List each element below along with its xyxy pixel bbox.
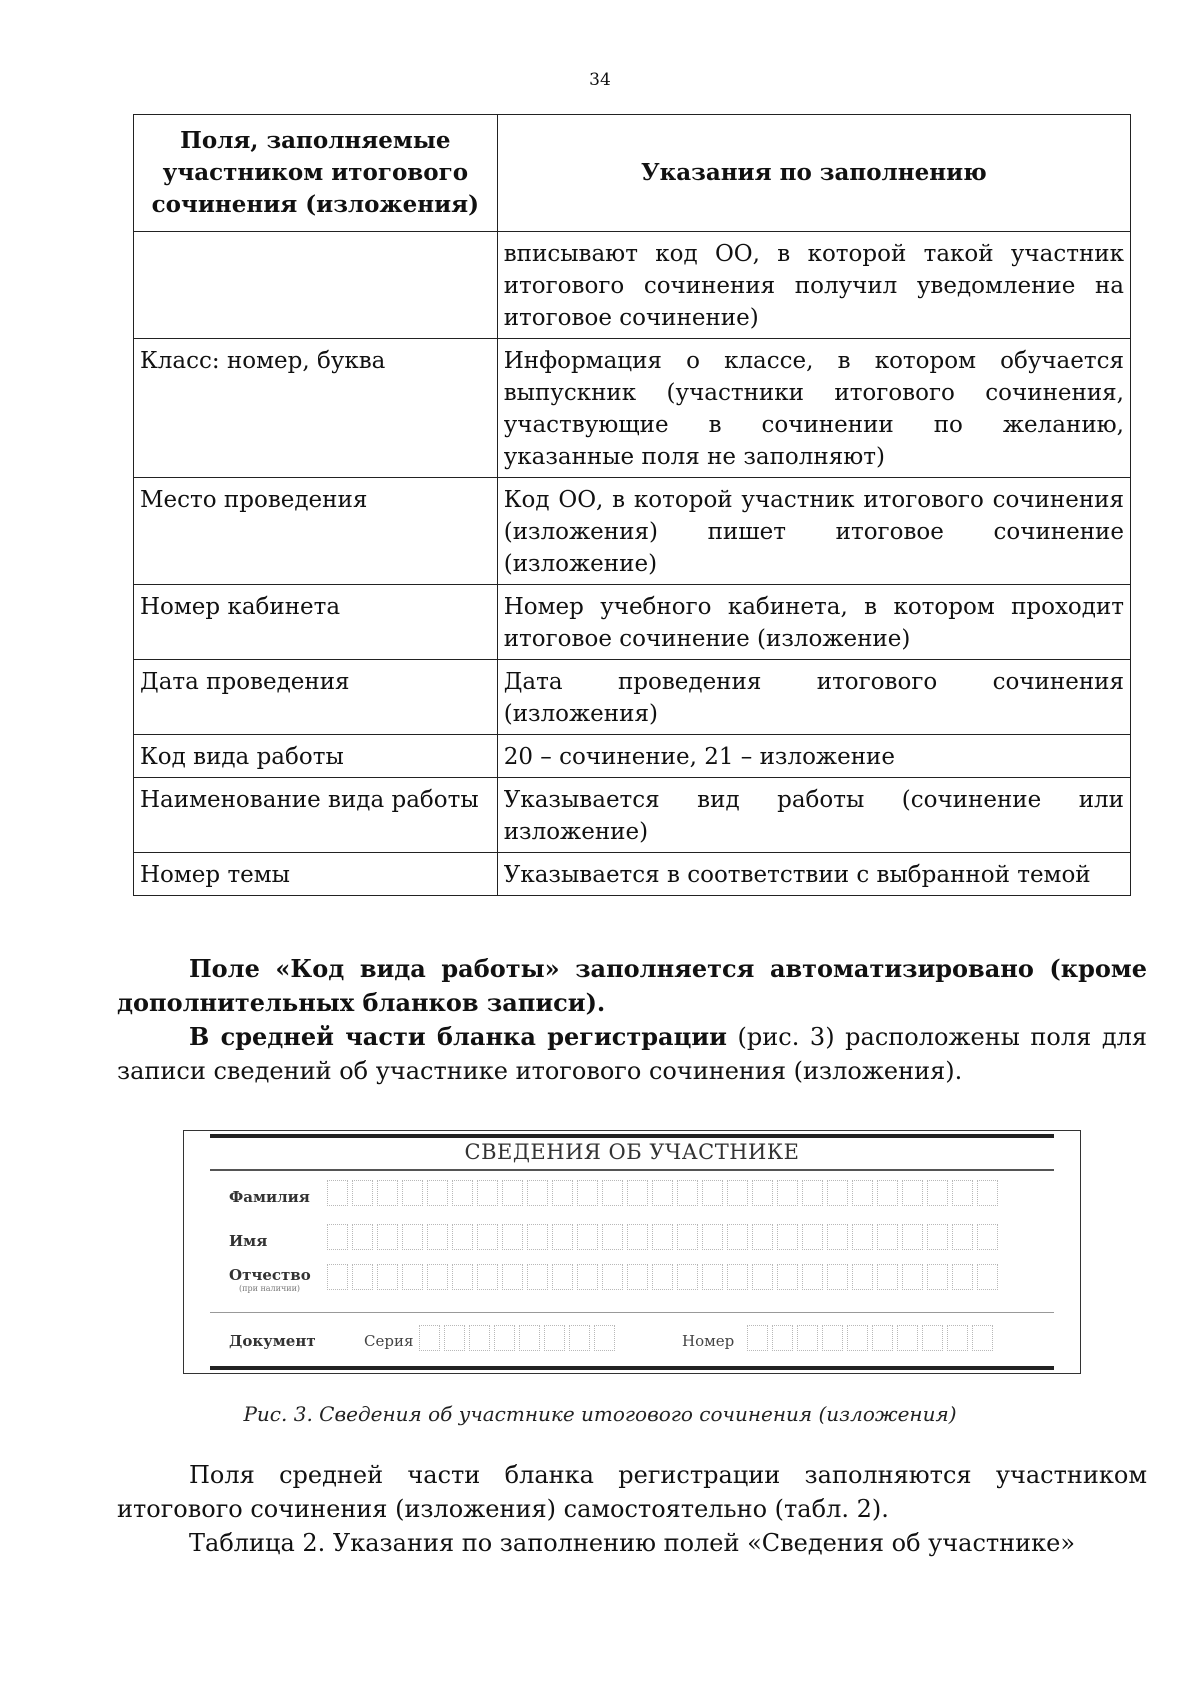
letter-cell[interactable] — [327, 1224, 348, 1250]
letter-cell[interactable] — [802, 1224, 823, 1250]
letter-cell[interactable] — [577, 1180, 598, 1206]
letter-cell[interactable] — [677, 1224, 698, 1250]
field-cell — [134, 232, 498, 339]
letter-cell[interactable] — [752, 1180, 773, 1206]
letter-cell[interactable] — [952, 1264, 973, 1290]
letter-cell[interactable] — [552, 1264, 573, 1290]
letter-cell[interactable] — [602, 1264, 623, 1290]
table-row — [134, 585, 1131, 660]
letter-cell[interactable] — [827, 1264, 848, 1290]
letter-cell[interactable] — [502, 1264, 523, 1290]
table-row — [134, 232, 1131, 339]
letter-cell[interactable] — [852, 1264, 873, 1290]
letter-cell[interactable] — [927, 1180, 948, 1206]
letter-cell[interactable] — [452, 1224, 473, 1250]
letter-cell[interactable] — [469, 1325, 490, 1351]
instruction-cell: Код ОО, в которой участник итогового сочинения (изложения) пишет итоговое сочинение (изложение) — [497, 478, 1130, 585]
letter-cell[interactable] — [377, 1180, 398, 1206]
instruction-cell: Информация о классе, в котором обучается выпускник (участники итогового сочинения, участвующие в сочинении по желанию, указанные поля не заполняют) — [497, 339, 1130, 478]
letter-cell[interactable] — [327, 1264, 348, 1290]
number-label: Номер — [682, 1332, 735, 1350]
instruction-cell: вписывают код ОО, в которой такой участник итогового сочинения получил уведомление на итоговое сочинение) — [497, 232, 1130, 339]
letter-cell[interactable] — [452, 1180, 473, 1206]
letter-cell[interactable] — [602, 1180, 623, 1206]
header-fields: Поля, заполняемые участником итогового сочинения (изложения) — [134, 115, 498, 232]
letter-cell[interactable] — [502, 1180, 523, 1206]
letter-cell[interactable] — [527, 1180, 548, 1206]
instruction-cell: Указывается в соответствии с выбранной темой — [497, 853, 1130, 896]
figure-caption: Рис. 3. Сведения об участнике итогового сочинения (изложения) — [243, 1402, 957, 1426]
letter-cell[interactable] — [702, 1224, 723, 1250]
surname-cells[interactable] — [327, 1180, 998, 1206]
letter-cell[interactable] — [977, 1180, 998, 1206]
letter-cell[interactable] — [727, 1224, 748, 1250]
letter-cell[interactable] — [827, 1180, 848, 1206]
field-cell: Место проведения — [134, 478, 498, 585]
letter-cell[interactable] — [777, 1180, 798, 1206]
letter-cell[interactable] — [802, 1264, 823, 1290]
letter-cell[interactable] — [797, 1325, 818, 1351]
letter-cell[interactable] — [594, 1325, 615, 1351]
letter-cell[interactable] — [377, 1264, 398, 1290]
instruction-cell: Указывается вид работы (сочинение или изложение) — [497, 778, 1130, 853]
letter-cell[interactable] — [877, 1224, 898, 1250]
letter-cell[interactable] — [652, 1264, 673, 1290]
letter-cell[interactable] — [897, 1325, 918, 1351]
letter-cell[interactable] — [402, 1224, 423, 1250]
letter-cell[interactable] — [352, 1224, 373, 1250]
letter-cell[interactable] — [952, 1180, 973, 1206]
letter-cell[interactable] — [427, 1264, 448, 1290]
letter-cell[interactable] — [972, 1325, 993, 1351]
letter-cell[interactable] — [872, 1325, 893, 1351]
patronymic-cells[interactable] — [327, 1264, 998, 1290]
letter-cell[interactable] — [772, 1325, 793, 1351]
letter-cell[interactable] — [577, 1264, 598, 1290]
letter-cell[interactable] — [519, 1325, 540, 1351]
letter-cell[interactable] — [602, 1224, 623, 1250]
fill-instructions-table — [133, 114, 1131, 896]
letter-cell[interactable] — [377, 1224, 398, 1250]
letter-cell[interactable] — [327, 1180, 348, 1206]
table-row — [134, 778, 1131, 853]
field-cell: Номер кабинета — [134, 585, 498, 660]
letter-cell[interactable] — [652, 1224, 673, 1250]
field-cell: Наименование вида работы — [134, 778, 498, 853]
letter-cell[interactable] — [752, 1224, 773, 1250]
letter-cell[interactable] — [402, 1264, 423, 1290]
letter-cell[interactable] — [977, 1224, 998, 1250]
letter-cell[interactable] — [877, 1264, 898, 1290]
letter-cell[interactable] — [494, 1325, 515, 1351]
letter-cell[interactable] — [427, 1180, 448, 1206]
letter-cell[interactable] — [527, 1264, 548, 1290]
instruction-cell: Дата проведения итогового сочинения (изложения) — [497, 660, 1130, 735]
letter-cell[interactable] — [652, 1180, 673, 1206]
letter-cell[interactable] — [677, 1264, 698, 1290]
paragraph-work-code: Поле «Код вида работы» заполняется автоматизировано (кроме дополнительных бланков записи). — [117, 954, 1147, 1017]
header-instructions: Указания по заполнению — [497, 115, 1130, 232]
series-cells[interactable] — [419, 1325, 615, 1351]
letter-cell[interactable] — [402, 1180, 423, 1206]
document-label: Документ — [229, 1332, 316, 1350]
table-row — [134, 660, 1131, 735]
letter-cell[interactable] — [927, 1264, 948, 1290]
patronymic-sublabel: (при наличии) — [239, 1284, 301, 1293]
table-row — [134, 735, 1131, 778]
letter-cell[interactable] — [577, 1224, 598, 1250]
figure-bottom-bar — [210, 1366, 1054, 1370]
paragraph-filled-by-participant: Поля средней части бланка регистрации заполняются участником итогового сочинения (изложения) самостоятельно (табл. 2). — [117, 1461, 1147, 1523]
letter-cell[interactable] — [847, 1325, 868, 1351]
page-number: 34 — [589, 70, 611, 90]
letter-cell[interactable] — [827, 1224, 848, 1250]
table-header-row — [134, 115, 1131, 232]
letter-cell[interactable] — [752, 1264, 773, 1290]
letter-cell[interactable] — [852, 1180, 873, 1206]
letter-cell[interactable] — [569, 1325, 590, 1351]
letter-cell[interactable] — [852, 1224, 873, 1250]
letter-cell[interactable] — [452, 1264, 473, 1290]
letter-cell[interactable] — [727, 1264, 748, 1290]
letter-cell[interactable] — [747, 1325, 768, 1351]
letter-cell[interactable] — [822, 1325, 843, 1351]
field-cell: Дата проведения — [134, 660, 498, 735]
letter-cell[interactable] — [552, 1224, 573, 1250]
table-row — [134, 853, 1131, 896]
letter-cell[interactable] — [627, 1224, 648, 1250]
name-cells[interactable] — [327, 1224, 998, 1250]
letter-cell[interactable] — [727, 1180, 748, 1206]
name-label: Имя — [229, 1232, 268, 1250]
table2-title: Таблица 2. Указания по заполнению полей «Сведения об участнике» — [189, 1529, 1076, 1557]
letter-cell[interactable] — [544, 1325, 565, 1351]
letter-cell[interactable] — [977, 1264, 998, 1290]
table-row — [134, 339, 1131, 478]
field-cell: Класс: номер, буква — [134, 339, 498, 478]
surname-label: Фамилия — [229, 1188, 310, 1206]
series-label: Серия — [364, 1332, 414, 1350]
letter-cell[interactable] — [477, 1224, 498, 1250]
letter-cell[interactable] — [902, 1224, 923, 1250]
letter-cell[interactable] — [902, 1180, 923, 1206]
letter-cell[interactable] — [552, 1180, 573, 1206]
paragraph-middle-part-bold: В средней части бланка регистрации — [189, 1022, 727, 1051]
letter-cell[interactable] — [352, 1180, 373, 1206]
letter-cell[interactable] — [444, 1325, 465, 1351]
letter-cell[interactable] — [352, 1264, 373, 1290]
letter-cell[interactable] — [777, 1224, 798, 1250]
letter-cell[interactable] — [702, 1264, 723, 1290]
field-cell: Код вида работы — [134, 735, 498, 778]
letter-cell[interactable] — [419, 1325, 440, 1351]
letter-cell[interactable] — [777, 1264, 798, 1290]
participant-info-figure — [183, 1130, 1081, 1374]
letter-cell[interactable] — [502, 1224, 523, 1250]
letter-cell[interactable] — [627, 1264, 648, 1290]
table-row — [134, 478, 1131, 585]
letter-cell[interactable] — [877, 1180, 898, 1206]
field-cell: Номер темы — [134, 853, 498, 896]
letter-cell[interactable] — [677, 1180, 698, 1206]
figure-title: СВЕДЕНИЯ ОБ УЧАСТНИКЕ — [464, 1140, 800, 1164]
paragraph-middle-part-rest: (рис. 3) расположены поля для записи сведений об участнике итогового сочинения (изложения). — [117, 1023, 1147, 1085]
letter-cell[interactable] — [427, 1224, 448, 1250]
letter-cell[interactable] — [927, 1224, 948, 1250]
patronymic-label: Отчество — [229, 1266, 311, 1284]
letter-cell[interactable] — [627, 1180, 648, 1206]
letter-cell[interactable] — [477, 1180, 498, 1206]
figure-mid-divider — [210, 1312, 1054, 1313]
paragraph-middle-part — [117, 1020, 1147, 1088]
figure-title-divider — [210, 1169, 1054, 1171]
letter-cell[interactable] — [802, 1180, 823, 1206]
letter-cell[interactable] — [477, 1264, 498, 1290]
figure-top-bar — [210, 1134, 1054, 1138]
instruction-cell: Номер учебного кабинета, в котором проходит итоговое сочинение (изложение) — [497, 585, 1130, 660]
letter-cell[interactable] — [702, 1180, 723, 1206]
letter-cell[interactable] — [947, 1325, 968, 1351]
number-cells[interactable] — [747, 1325, 993, 1351]
letter-cell[interactable] — [952, 1224, 973, 1250]
instruction-cell: 20 – сочинение, 21 – изложение — [497, 735, 1130, 778]
letter-cell[interactable] — [922, 1325, 943, 1351]
letter-cell[interactable] — [902, 1264, 923, 1290]
letter-cell[interactable] — [527, 1224, 548, 1250]
